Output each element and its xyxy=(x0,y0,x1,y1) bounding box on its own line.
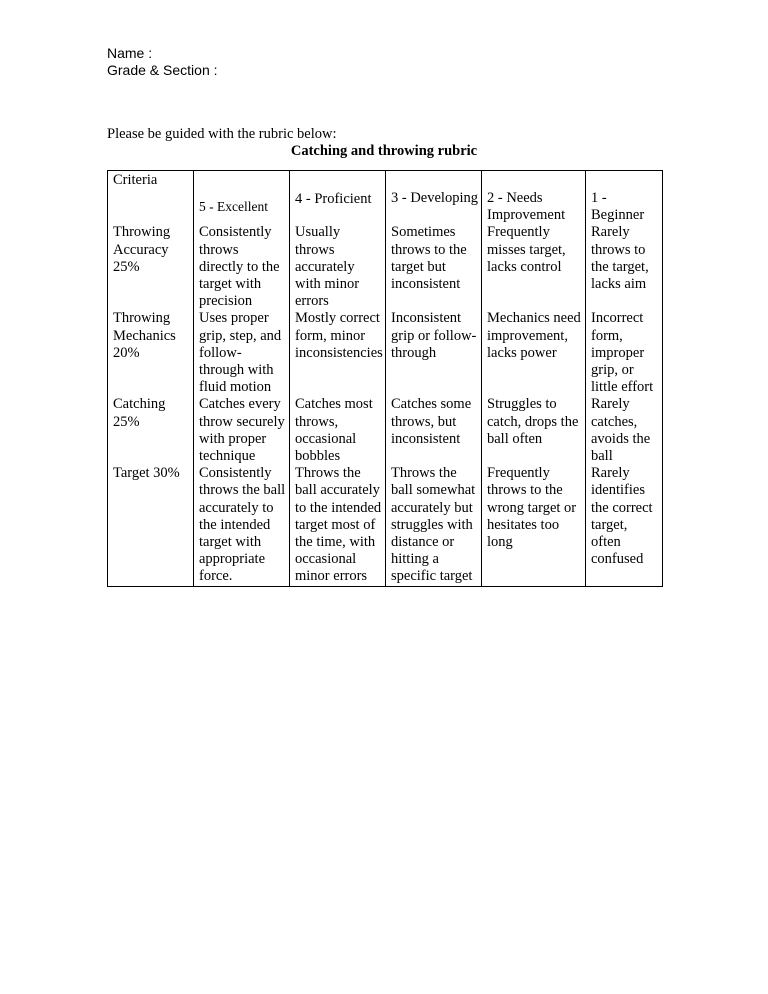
level-4-column-header: 4 - Proficient xyxy=(290,171,386,225)
level-1-cell: Rarely catches, avoids the ball xyxy=(586,396,663,465)
level-3-cell: Sometimes throws to the target but inconsistent xyxy=(386,224,482,310)
level-1-cell: Incorrect form, improper grip, or little effort xyxy=(586,310,663,396)
level-3-cell: Catches some throws, but inconsistent xyxy=(386,396,482,465)
rubric-header-row xyxy=(108,171,663,225)
intro-text: Please be guided with the rubric below: xyxy=(107,126,337,142)
criteria-column-header: Criteria xyxy=(108,171,194,225)
rubric-row-throwing-mechanics xyxy=(108,310,663,396)
level-5-cell: Consistently throws the ball accurately to the intended target with appropriate force. xyxy=(194,465,290,586)
rubric-row-catching xyxy=(108,396,663,465)
level-5-cell: Uses proper grip, step, and follow-through with fluid motion xyxy=(194,310,290,396)
level-5-cell: Consistently throws directly to the target with precision xyxy=(194,224,290,310)
level-4-cell: Usually throws accurately with minor errors xyxy=(290,224,386,310)
grade-section-label: Grade & Section : xyxy=(107,62,218,78)
level-3-cell: Inconsistent grip or follow-through xyxy=(386,310,482,396)
criteria-cell: Catching 25% xyxy=(108,396,194,465)
level-1-column-header: 1 - Beginner xyxy=(586,171,663,225)
level-1-cell: Rarely identifies the correct target, often confused xyxy=(586,465,663,586)
rubric-row-throwing-accuracy xyxy=(108,224,663,310)
level-4-cell: Catches most throws, occasional bobbles xyxy=(290,396,386,465)
level-4-cell: Mostly correct form, minor inconsistencies xyxy=(290,310,386,396)
level-2-cell: Struggles to catch, drops the ball often xyxy=(482,396,586,465)
level-1-cell: Rarely throws to the target, lacks aim xyxy=(586,224,663,310)
criteria-cell: Throwing Accuracy 25% xyxy=(108,224,194,310)
level-5-cell: Catches every throw securely with proper technique xyxy=(194,396,290,465)
level-2-cell: Mechanics need improvement, lacks power xyxy=(482,310,586,396)
rubric-table xyxy=(107,170,663,587)
rubric-row-target xyxy=(108,465,663,586)
level-4-cell: Throws the ball accurately to the intended target most of the time, with occasional minor errors xyxy=(290,465,386,586)
criteria-cell: Throwing Mechanics 20% xyxy=(108,310,194,396)
level-2-column-header: 2 - Needs Improvement xyxy=(482,171,586,225)
criteria-cell: Target 30% xyxy=(108,465,194,586)
level-3-column-header: 3 - Developing xyxy=(386,171,482,225)
level-2-cell: Frequently misses target, lacks control xyxy=(482,224,586,310)
level-2-cell: Frequently throws to the wrong target or hesitates too long xyxy=(482,465,586,586)
name-label: Name : xyxy=(107,45,153,61)
level-3-cell: Throws the ball somewhat accurately but struggles with distance or hitting a specific target xyxy=(386,465,482,586)
rubric-title: Catching and throwing rubric xyxy=(290,143,478,159)
level-5-column-header: 5 - Excellent xyxy=(194,171,290,225)
